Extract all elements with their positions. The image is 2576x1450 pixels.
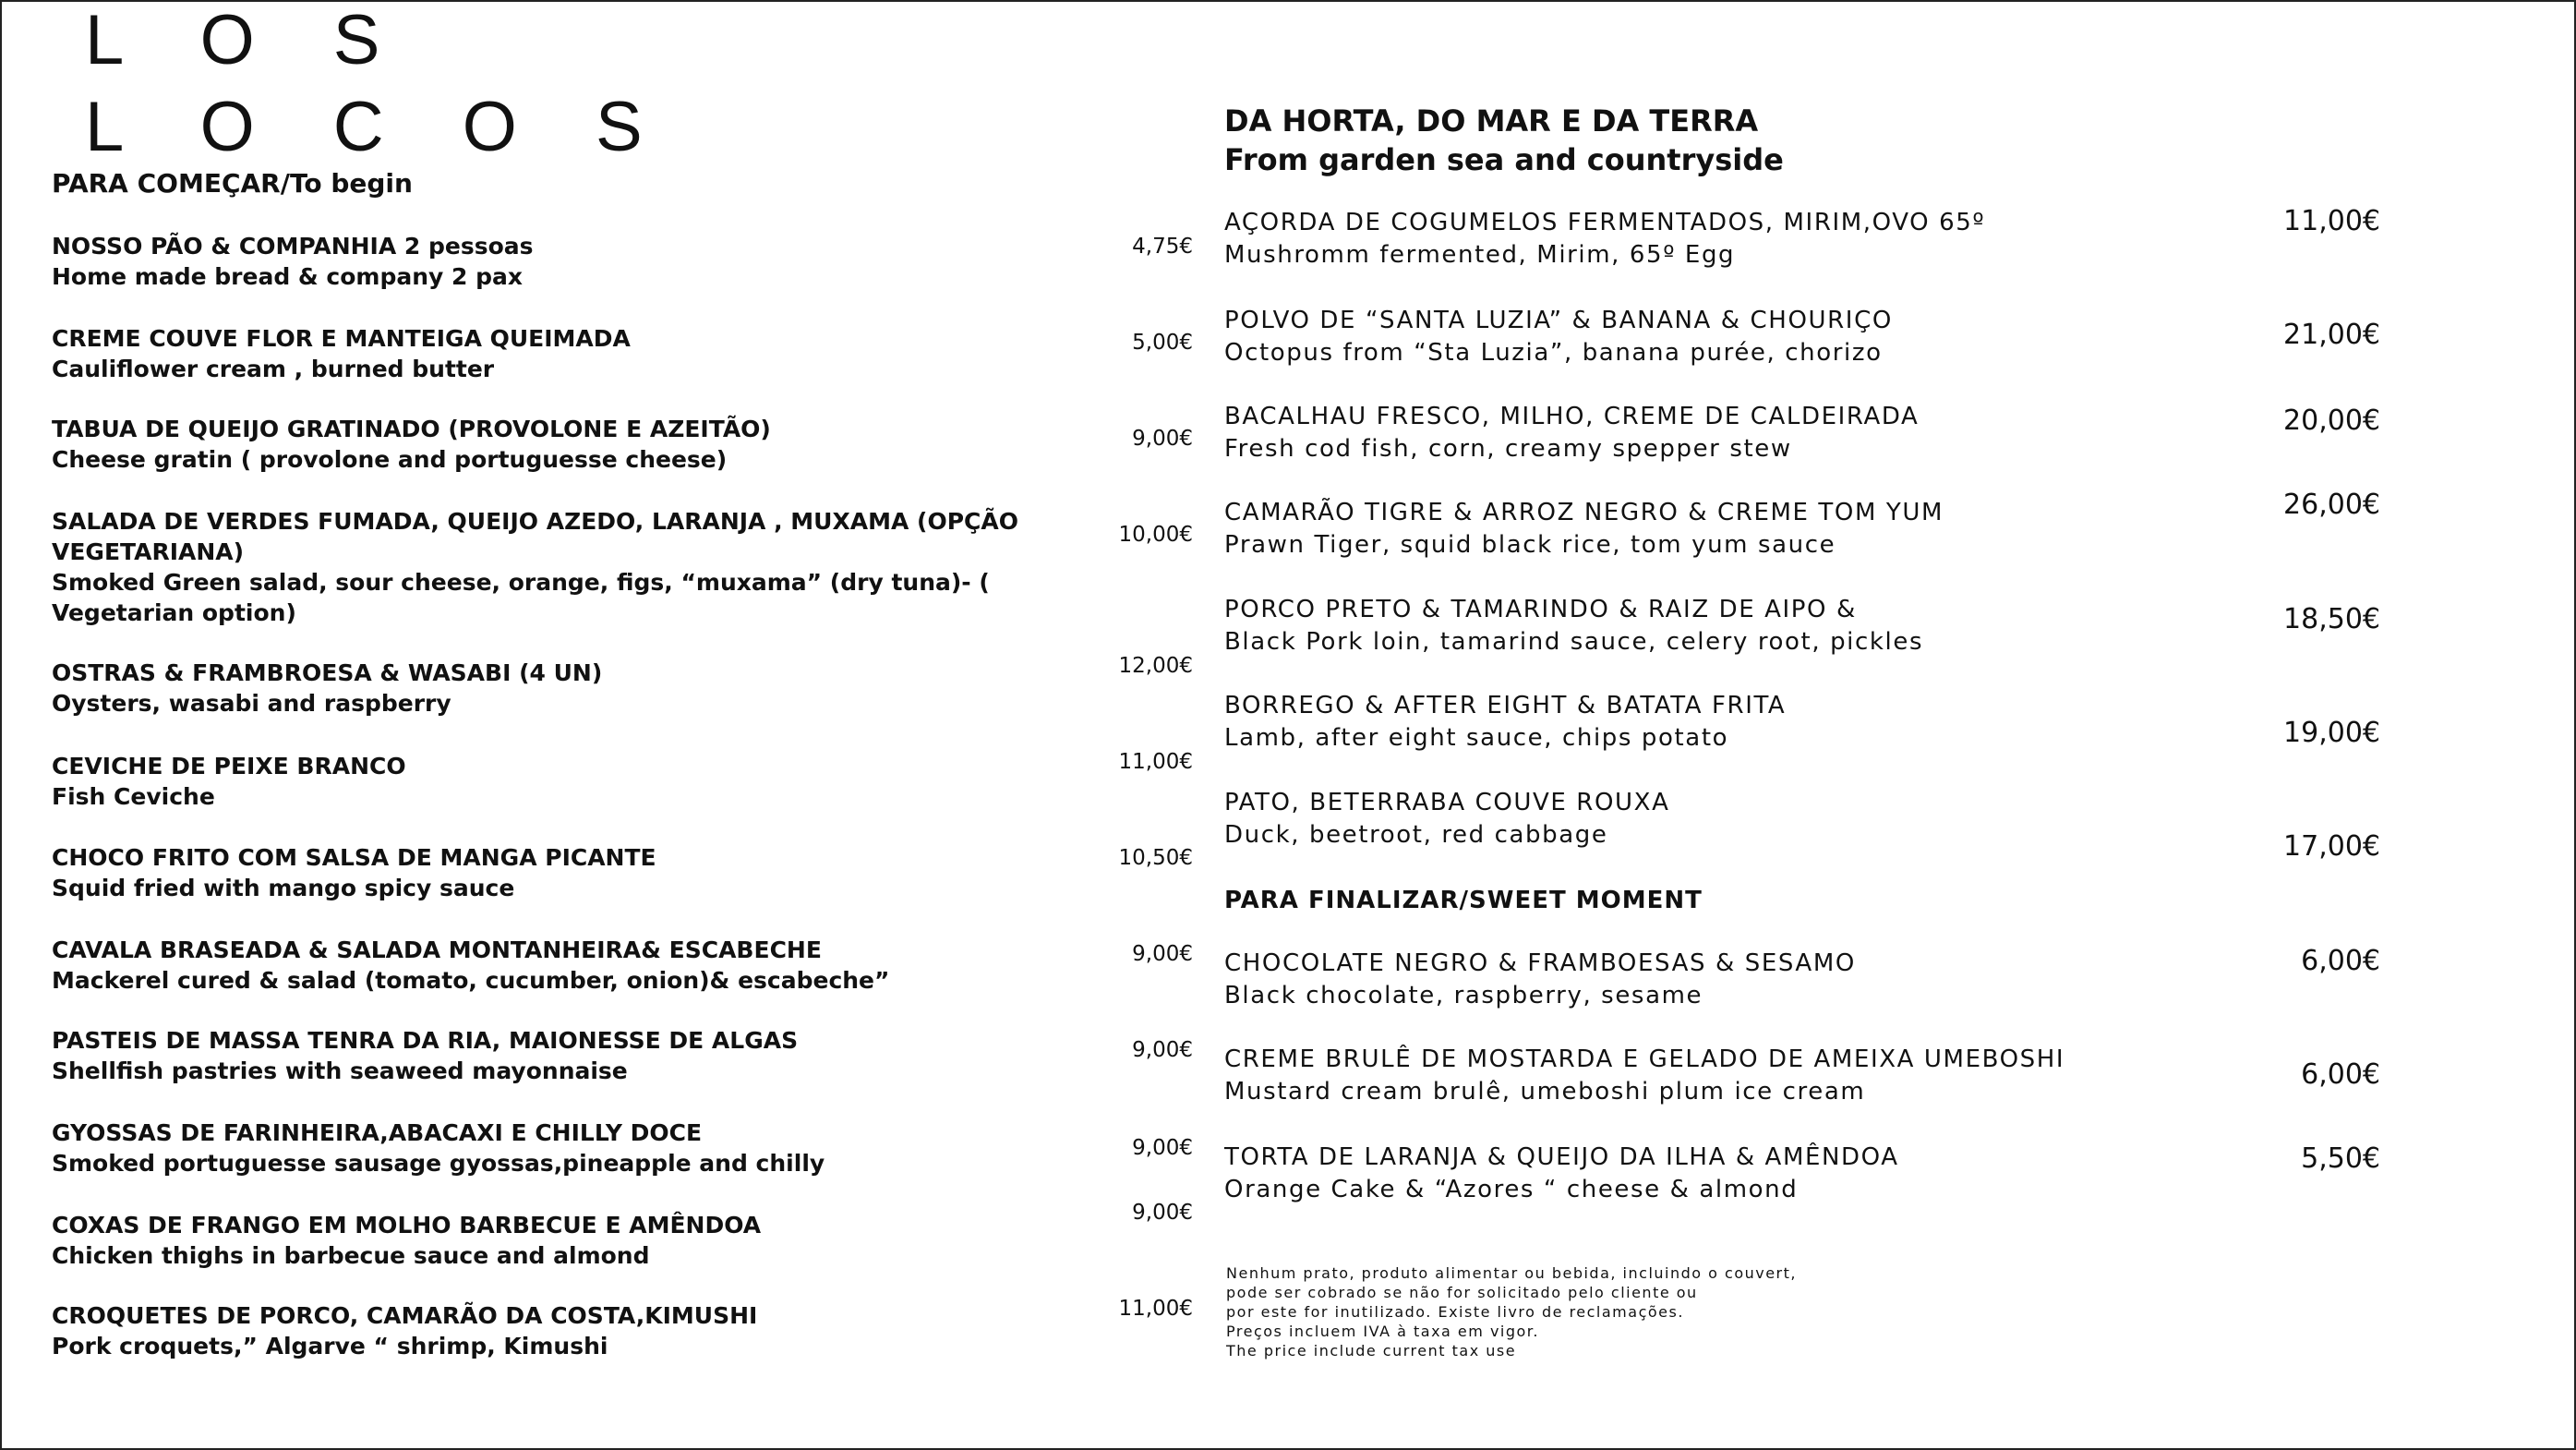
dish-price: 6,00€ (2301, 945, 2380, 977)
dish-name-pt: CAVALA BRASEADA & SALADA MONTANHEIRA& ESCABECHE (52, 936, 822, 963)
dish-price: 4,75€ (1132, 235, 1193, 259)
menu-item (1224, 594, 2148, 659)
menu-item (1224, 948, 2148, 1012)
dish-name-pt: CREME BRULÊ DE MOSTARDA E GELADO DE AMEIXA UMEBOSHI (1224, 1045, 2065, 1073)
menu-item (52, 658, 1030, 719)
dish-name-pt: AÇORDA DE COGUMELOS FERMENTADOS, MIRIM,OVO 65º (1224, 209, 1986, 236)
dish-name-pt: OSTRAS & FRAMBROESA & WASABI (4 UN) (52, 659, 603, 686)
dish-name-pt: NOSSO PÃO & COMPANHIA 2 pessoas (52, 233, 534, 260)
dish-price: 26,00€ (2283, 489, 2380, 521)
dish-name-en: Mackerel cured & salad (tomato, cucumber, onion)& escabeche” (52, 967, 890, 994)
dish-name-pt: TABUA DE QUEIJO GRATINADO (PROVOLONE E AZEITÃO) (52, 416, 771, 442)
dish-name-pt: TORTA DE LARANJA & QUEIJO DA ILHA & AMÊNDOA (1224, 1143, 1899, 1171)
dish-price: 9,00€ (1132, 427, 1193, 451)
menu-item (52, 231, 1030, 292)
dish-name-en: Pork croquets,” Algarve “ shrimp, Kimushi (52, 1333, 608, 1359)
dish-price: 11,00€ (1118, 750, 1193, 774)
dish-name-pt: PATO, BETERRABA COUVE ROUXA (1224, 789, 1670, 816)
dessert-title: PARA FINALIZAR/SWEET MOMENT (1224, 887, 1703, 914)
menu-item (1224, 690, 2148, 755)
dish-name-pt: CREME COUVE FLOR E MANTEIGA QUEIMADA (52, 325, 631, 352)
dish-name-en: Chicken thighs in barbecue sauce and almond (52, 1242, 650, 1269)
dish-name-en: Squid fried with mango spicy sauce (52, 875, 515, 901)
menu-item (52, 414, 1030, 475)
menu-item (1224, 1044, 2148, 1108)
dish-price: 10,50€ (1118, 846, 1193, 870)
dish-name-pt: CHOCOLATE NEGRO & FRAMBOESAS & SESAMO (1224, 949, 1856, 977)
menu-item (1224, 401, 2148, 465)
menu-item (1224, 207, 2148, 272)
dish-name-pt: SALADA DE VERDES FUMADA, QUEIJO AZEDO, LARANJA , MUXAMA (OPÇÃO VEGETARIANA) (52, 508, 1018, 565)
dish-name-en: Prawn Tiger, squid black rice, tom yum sauce (1224, 531, 1836, 559)
menu-item (52, 842, 1030, 903)
brand-logo-line-2: L O C O S (85, 88, 672, 166)
dish-name-pt: PASTEIS DE MASSA TENRA DA RIA, MAIONESSE DE ALGAS (52, 1027, 799, 1054)
footnote-line: pode ser cobrado se não for solicitado pelo cliente ou (1226, 1284, 1698, 1301)
dish-name-en: Fish Ceviche (52, 783, 215, 810)
dish-price: 5,50€ (2301, 1142, 2380, 1175)
dish-name-en: Mushromm fermented, Mirim, 65º Egg (1224, 241, 1736, 269)
dish-price: 19,00€ (2283, 717, 2380, 749)
mains-title (1224, 102, 1784, 179)
dish-name-en: Mustard cream brulê, umeboshi plum ice cream (1224, 1078, 1866, 1106)
dish-price: 9,00€ (1132, 1038, 1193, 1062)
dish-name-en: Black Pork loin, tamarind sauce, celery root, pickles (1224, 628, 1924, 656)
menu-item (52, 935, 1030, 996)
menu-item (52, 1300, 1030, 1361)
dish-price: 18,50€ (2283, 603, 2380, 635)
dish-name-en: Home made bread & company 2 pax (52, 263, 524, 290)
footnote-line: por este for inutilizado. Existe livro de reclamações. (1226, 1303, 1684, 1321)
dish-name-pt: BORREGO & AFTER EIGHT & BATATA FRITA (1224, 692, 1787, 719)
mains-title-pt: DA HORTA, DO MAR E DA TERRA (1224, 103, 1759, 139)
dish-name-pt: COXAS DE FRANGO EM MOLHO BARBECUE E AMÊNDOA (52, 1212, 762, 1239)
dish-price: 9,00€ (1132, 942, 1193, 966)
dish-name-en: Fresh cod fish, corn, creamy spepper stew (1224, 435, 1792, 463)
dish-name-pt: CROQUETES DE PORCO, CAMARÃO DA COSTA,KIMUSHI (52, 1302, 758, 1329)
menu-item (52, 1210, 1030, 1271)
dish-name-en: Smoked Green salad, sour cheese, orange, figs, “muxama” (dry tuna)- ( Vegetarian option) (52, 569, 990, 626)
dish-name-en: Cauliflower cream , burned butter (52, 356, 495, 382)
dish-name-pt: CHOCO FRITO COM SALSA DE MANGA PICANTE (52, 844, 656, 871)
menu-item (52, 1118, 1030, 1178)
footnote-line: Preços incluem IVA à taxa em vigor. (1226, 1323, 1539, 1340)
dish-price: 6,00€ (2301, 1058, 2380, 1091)
dish-price: 9,00€ (1132, 1201, 1193, 1225)
dish-price: 11,00€ (1118, 1297, 1193, 1321)
dish-price: 5,00€ (1132, 331, 1193, 355)
dish-name-en: Smoked portuguesse sausage gyossas,pineapple and chilly (52, 1150, 825, 1177)
legal-footnote (1226, 1263, 1797, 1360)
dish-name-en: Cheese gratin ( provolone and portuguesse cheese) (52, 446, 728, 473)
dish-price: 17,00€ (2283, 830, 2380, 863)
dish-name-en: Shellfish pastries with seaweed mayonnaise (52, 1057, 628, 1084)
dish-price: 9,00€ (1132, 1136, 1193, 1160)
brand-logo-line-1: L O S (85, 1, 410, 79)
dish-name-en: Duck, beetroot, red cabbage (1224, 821, 1608, 849)
mains-title-en: From garden sea and countryside (1224, 142, 1784, 177)
footnote-line: The price include current tax use (1226, 1342, 1517, 1359)
menu-item (1224, 497, 2148, 562)
dish-name-pt: GYOSSAS DE FARINHEIRA,ABACAXI E CHILLY DOCE (52, 1119, 703, 1146)
menu-item (52, 506, 1030, 628)
dish-name-en: Oysters, wasabi and raspberry (52, 690, 451, 717)
dish-name-pt: CEVICHE DE PEIXE BRANCO (52, 753, 406, 779)
dish-name-en: Orange Cake & “Azores “ cheese & almond (1224, 1176, 1799, 1203)
menu-item (52, 323, 1030, 384)
dish-price: 20,00€ (2283, 405, 2380, 437)
starters-title: PARA COMEÇAR/To begin (52, 168, 413, 199)
dish-name-en: Lamb, after eight sauce, chips potato (1224, 724, 1729, 752)
menu-item (1224, 787, 2148, 852)
dish-name-pt: PORCO PRETO & TAMARINDO & RAIZ DE AIPO & (1224, 596, 1857, 623)
dish-name-pt: POLVO DE “SANTA LUZIA” & BANANA & CHOURIÇO (1224, 307, 1893, 334)
dish-name-pt: BACALHAU FRESCO, MILHO, CREME DE CALDEIRADA (1224, 403, 1920, 430)
menu-item (52, 1025, 1030, 1086)
menu-item (1224, 1142, 2148, 1206)
dish-name-pt: CAMARÃO TIGRE & ARROZ NEGRO & CREME TOM YUM (1224, 499, 1944, 526)
dish-price: 12,00€ (1118, 654, 1193, 678)
dish-price: 10,00€ (1118, 523, 1193, 547)
dish-name-en: Black chocolate, raspberry, sesame (1224, 982, 1703, 1009)
dish-price: 21,00€ (2283, 319, 2380, 351)
menu-item (1224, 305, 2148, 369)
menu-item (52, 751, 1030, 812)
dish-price: 11,00€ (2283, 205, 2380, 237)
dish-name-en: Octopus from “Sta Luzia”, banana purée, chorizo (1224, 339, 1883, 367)
footnote-line: Nenhum prato, produto alimentar ou bebida, incluindo o couvert, (1226, 1264, 1797, 1282)
